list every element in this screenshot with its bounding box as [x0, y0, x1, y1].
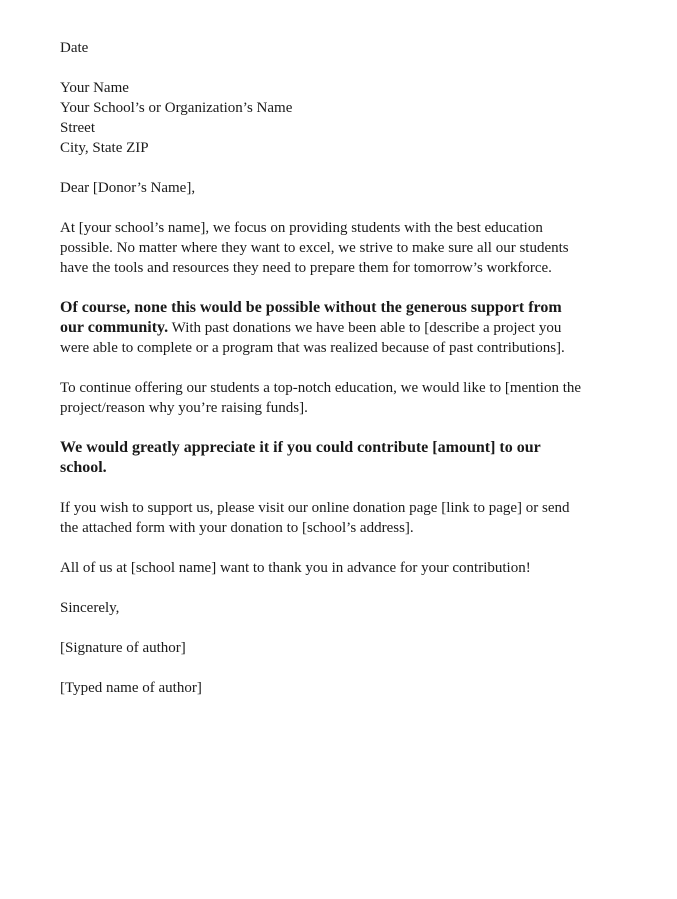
paragraph-community: [60, 298, 635, 358]
signature-placeholder: [Signature of author]: [60, 640, 186, 656]
paragraph-thanks-line: All of us at [school name] want to thank you in advance for your contribution!: [60, 560, 531, 576]
paragraph-request: [60, 438, 635, 478]
letter-body: [60, 38, 635, 718]
salutation-block: [60, 178, 635, 198]
paragraph-request-bold-line-1: We would greatly appreciate it if you could contribute [amount] to our: [60, 439, 541, 456]
paragraph-intro: [60, 218, 635, 278]
date-line: Date: [60, 40, 89, 56]
paragraph-request-bold-line-2: school.: [60, 459, 107, 476]
paragraph-donate: [60, 498, 635, 538]
typed-name-block: [60, 678, 635, 698]
paragraph-intro-line-2: possible. No matter where they want to excel, we strive to make sure all our students: [60, 240, 569, 256]
date-block: [60, 38, 635, 58]
salutation: Dear [Donor’s Name],: [60, 180, 196, 196]
sender-street: Street: [60, 120, 95, 136]
paragraph-intro-line-3: have the tools and resources they need to prepare them for tomorrow’s workforce.: [60, 260, 552, 276]
paragraph-funding-line-1: To continue offering our students a top-notch education, we would like to [mention the: [60, 380, 582, 396]
closing: Sincerely,: [60, 600, 120, 616]
sender-address-block: [60, 78, 635, 158]
sender-organization: Your School’s or Organization’s Name: [60, 100, 293, 116]
paragraph-community-bold-line-2: our community.: [60, 319, 169, 336]
typed-name-placeholder: [Typed name of author]: [60, 680, 202, 696]
paragraph-community-line-2: [60, 318, 635, 338]
paragraph-community-line-2-rest: With past donations we have been able to [describe a project you: [168, 320, 562, 336]
paragraph-community-bold-line-1: Of course, none this would be possible without the generous support from: [60, 299, 562, 316]
paragraph-community-line-3: were able to complete or a program that was realized because of past contributions].: [60, 340, 565, 356]
paragraph-donate-line-2: the attached form with your donation to [school’s address].: [60, 520, 414, 536]
sender-city-state-zip: City, State ZIP: [60, 140, 149, 156]
closing-block: [60, 598, 635, 618]
paragraph-thanks: [60, 558, 635, 578]
sender-name: Your Name: [60, 80, 129, 96]
paragraph-donate-line-1: If you wish to support us, please visit our online donation page [link to page] or send: [60, 500, 570, 516]
signature-block: [60, 638, 635, 658]
paragraph-funding: [60, 378, 635, 418]
paragraph-intro-line-1: At [your school’s name], we focus on providing students with the best education: [60, 220, 543, 236]
paragraph-funding-line-2: project/reason why you’re raising funds].: [60, 400, 308, 416]
